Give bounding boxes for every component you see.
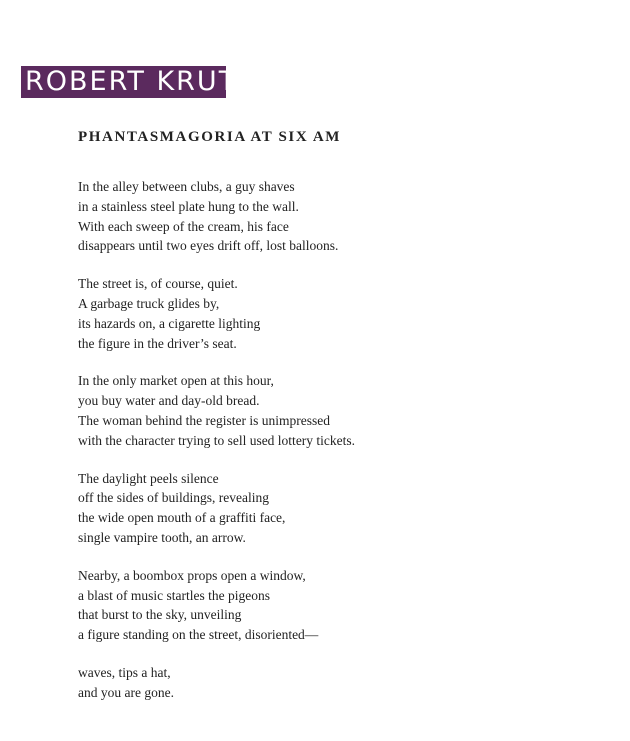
- poem-title: PHANTASMAGORIA AT SIX AM: [78, 129, 342, 145]
- poem-line: waves, tips a hat,: [78, 664, 171, 680]
- stanza-5: [78, 566, 598, 645]
- poem-body: [78, 177, 598, 721]
- poem-line: Nearby, a boombox props open a window,: [78, 567, 306, 583]
- poem-line: in a stainless steel plate hung to the wall.: [78, 198, 299, 214]
- poem-line: The daylight peels silence: [78, 470, 219, 486]
- poem-line: with the character trying to sell used lottery tickets.: [78, 432, 356, 448]
- poem-line: In the alley between clubs, a guy shaves: [78, 179, 295, 194]
- stanza-2: [78, 274, 598, 353]
- stanza-1: [78, 177, 598, 256]
- poem-line: that burst to the sky, unveiling: [78, 607, 242, 623]
- poem-line: a figure standing on the street, disoriented—: [78, 627, 319, 643]
- author-name: ROBERT KRUT: [25, 66, 238, 97]
- author-banner: [21, 66, 238, 98]
- poem-line: the figure in the driver’s seat.: [78, 335, 237, 351]
- poem-line: In the only market open at this hour,: [78, 373, 274, 389]
- poem-line: single vampire tooth, an arrow.: [78, 529, 246, 545]
- poem-line: the wide open mouth of a graffiti face,: [78, 510, 286, 526]
- poem-line: you buy water and day-old bread.: [78, 393, 260, 409]
- poem-line: A garbage truck glides by,: [78, 295, 220, 311]
- poem-line: its hazards on, a cigarette lighting: [78, 315, 261, 331]
- stanza-3: [78, 371, 598, 450]
- poem-line: and you are gone.: [78, 684, 174, 700]
- stanza-6: [78, 663, 598, 703]
- poem-line: off the sides of buildings, revealing: [78, 490, 269, 506]
- poem-line: The woman behind the register is unimpressed: [78, 412, 330, 428]
- poem-line: The street is, of course, quiet.: [78, 276, 238, 292]
- stanza-4: [78, 469, 598, 548]
- poem-line: a blast of music startles the pigeons: [78, 587, 270, 603]
- poem-line: disappears until two eyes drift off, lost balloons.: [78, 238, 339, 254]
- poem-line: With each sweep of the cream, his face: [78, 218, 289, 234]
